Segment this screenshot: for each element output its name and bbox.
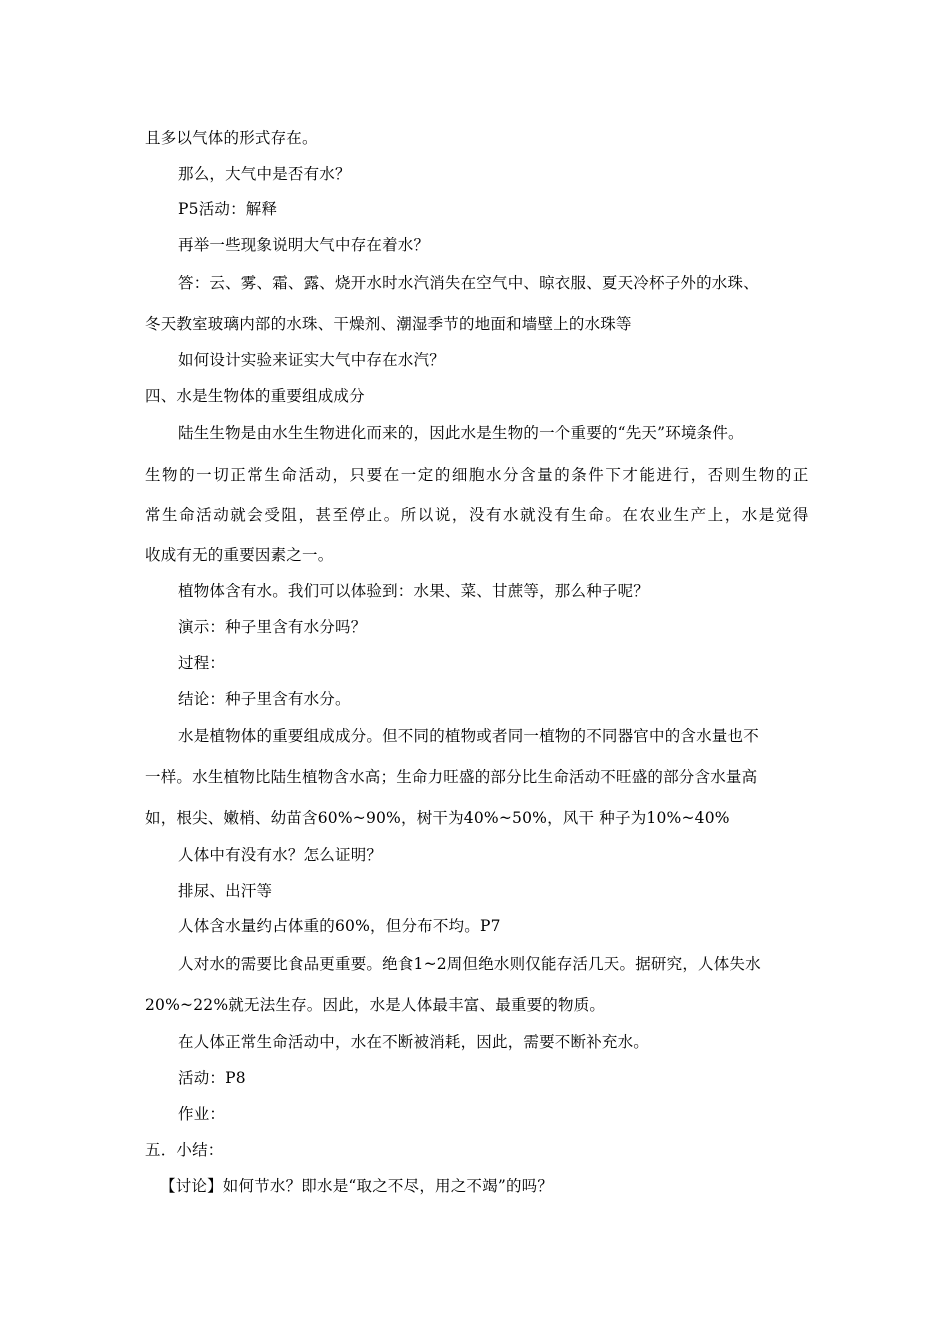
paragraph-line: 在人体正常生命活动中，水在不断被消耗，因此，需要不断补充水。 <box>178 1033 650 1051</box>
paragraph-line: 水是植物体的重要组成成分。但不同的植物或者同一植物的不同器官中的含水量也不 <box>178 727 759 745</box>
paragraph-line: 作业： <box>178 1105 226 1123</box>
paragraph-line: 过程： <box>178 654 226 672</box>
paragraph-line: 活动：P8 <box>178 1069 246 1087</box>
paragraph-line: 冬天教室玻璃内部的水珠、干燥剂、潮湿季节的地面和墙壁上的水珠等 <box>145 315 632 333</box>
paragraph-line: 如，根尖、嫩梢、幼苗含60%~90%，树干为40%~50%，风干 种子为10%~40% <box>145 809 730 827</box>
paragraph-line: 人对水的需要比食品更重要。绝食1~2周但绝水则仅能存活几天。据研究，人体失水 <box>178 955 761 973</box>
paragraph-line: 演示：种子里含有水分吗？ <box>178 618 367 636</box>
paragraph-line: 如何设计实验来证实大气中存在水汽？ <box>178 351 445 369</box>
paragraph-line: 常生命活动就会受阻，甚至停止。所以说，没有水就没有生命。在农业生产上，水是觉得 <box>145 506 810 524</box>
paragraph-line: P5活动：解释 <box>178 200 278 218</box>
section-heading: 五．小结： <box>145 1141 224 1159</box>
discussion-line: 【讨论】如何节水？即水是“取之不尽，用之不竭”的吗？ <box>160 1177 554 1195</box>
paragraph-line: 再举一些现象说明大气中存在着水？ <box>178 236 430 254</box>
paragraph-line: 生物的一切正常生命活动，只要在一定的细胞水分含量的条件下才能进行，否则生物的正 <box>145 466 810 484</box>
paragraph-line: 那么，大气中是否有水？ <box>178 165 351 183</box>
paragraph-line: 20%~22%就无法生存。因此，水是人体最丰富、最重要的物质。 <box>145 996 606 1014</box>
paragraph-line: 排尿、出汗等 <box>178 882 273 900</box>
paragraph-line: 人体含水量约占体重的60%，但分布不均。P7 <box>178 917 501 935</box>
section-heading: 四、水是生物体的重要组成成分 <box>145 387 365 405</box>
paragraph-line: 陆生生物是由水生生物进化而来的，因此水是生物的一个重要的“先天”环境条件。 <box>178 424 744 442</box>
paragraph-line: 一样。水生植物比陆生植物含水高；生命力旺盛的部分比生命活动不旺盛的部分含水量高 <box>145 768 758 786</box>
paragraph-line: 植物体含有水。我们可以体验到：水果、菜、甘蔗等，那么种子呢？ <box>178 582 650 600</box>
paragraph-line: 结论：种子里含有水分。 <box>178 690 351 708</box>
paragraph-line: 答：云、雾、霜、露、烧开水时水汽消失在空气中、晾衣服、夏天冷杯子外的水珠、 <box>178 274 759 292</box>
paragraph-line: 收成有无的重要因素之一。 <box>145 546 334 564</box>
paragraph-line: 且多以气体的形式存在。 <box>145 129 318 147</box>
paragraph-line: 人体中有没有水？怎么证明？ <box>178 846 383 864</box>
